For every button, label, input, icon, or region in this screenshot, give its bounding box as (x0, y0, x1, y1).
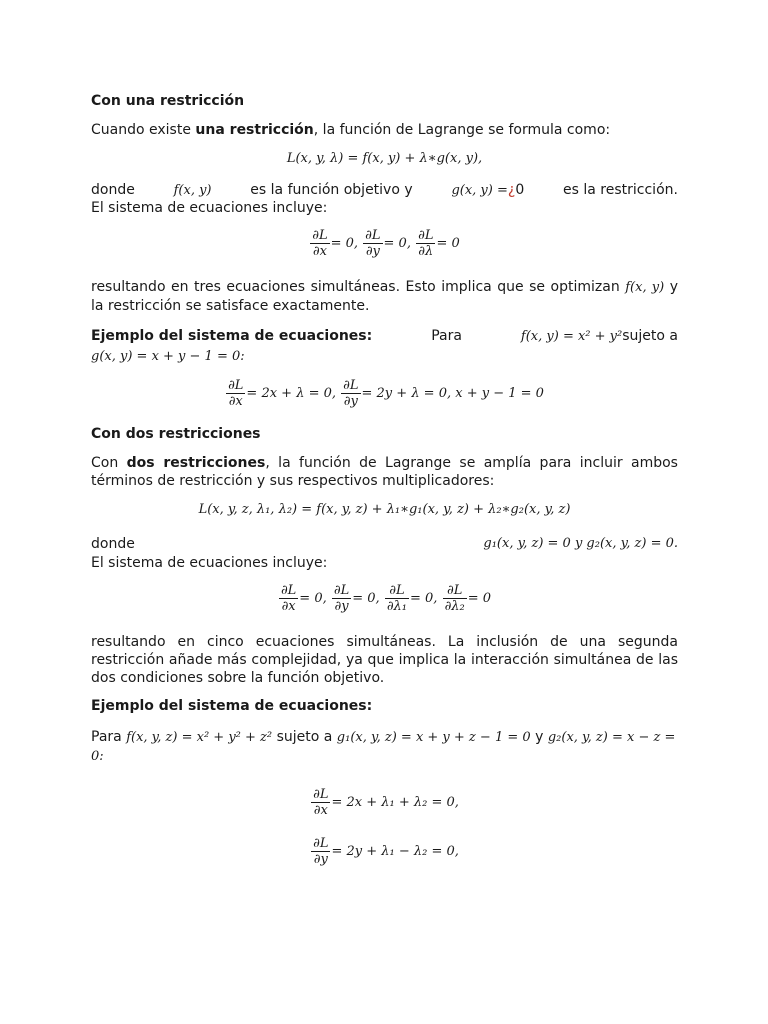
fraction-dL-dlambda: $\frac{\partial L}{\partial\lambda}$ (418, 228, 434, 259)
fraction-dL-dx: $\frac{\partial L}{\partial x}$ (312, 228, 328, 259)
system-intro-one: El sistema de ecuaciones incluye: (91, 200, 328, 216)
partial-equations-one: $\frac{\partial L}{\partial x}$ = 0, $\frac{\partial L}{\partial y}$ = 0, $\frac{\partial L}{\partial\lambda}$ = 0 (312, 228, 460, 259)
lagrangian-two: L(x, y, z, λ₁, λ₂) = f(x, y, z) + λ₁∗g₁(x, y, z) + λ₂∗g₂(x, y, z) (198, 502, 571, 517)
example-two-eq1: $\frac{\partial L}{\partial x}$ = 2x + λ₁ + λ₂ = 0, (313, 787, 459, 818)
example-two-eq2: $\frac{\partial L}{\partial y}$ = 2y + λ₁ − λ₂ = 0, (313, 836, 459, 867)
fraction-dL-dlambda2: $\frac{\partial L}{\text{∂λ₂}}$ (444, 583, 465, 614)
paragraph-intro-one: Cuando existe una restricción, la función de Lagrange se formula como: (91, 122, 611, 138)
example-one-equations: $\frac{\partial L}{\partial x}$ = 2x + λ = 0, $\frac{\partial L}{\partial y}$ = 2y + λ = 0, x + y − 1 = 0 (228, 378, 544, 409)
lagrangian-one: L(x, y, λ) = f(x, y) + λ∗g(x, y), (286, 151, 483, 166)
system-intro-two: El sistema de ecuaciones incluye: (91, 555, 328, 571)
paragraph-where-one: donde f(x, y) es la función objetivo y g(x, y) =¿0 es la restricción. (91, 182, 678, 198)
paragraph-intro-two: Con dos restricciones, la función de Lagrange se amplía para incluir ambos términos de restricción y sus respectivos multiplicadores: (91, 455, 678, 489)
fraction-dL-dy: $\frac{\partial L}{\partial y}$ (365, 228, 381, 259)
example-one: Ejemplo del sistema de ecuaciones: Para f(x, y) = x² + y²sujeto a (91, 328, 678, 344)
section-heading-one-constraint: Con una restricción (91, 93, 245, 109)
fraction-dL-dy: $\frac{\partial L}{\partial y}$ (313, 836, 329, 867)
example-two-heading: Ejemplo del sistema de ecuaciones: (91, 698, 373, 714)
example-one-constraint: g(x, y) = x + y − 1 = 0: (91, 349, 245, 364)
fraction-dL-dx: $\frac{\partial L}{\partial x}$ (280, 583, 297, 614)
example-two-statement: Para f(x, y, z) = x² + y² + z² sujeto a g₁(x, y, z) = x + y + z − 1 = 0 y g₂(x, y, z) = x − z = 0: (91, 729, 676, 764)
fraction-dL-dy: $\frac{\partial L}{\partial y}$ (343, 378, 359, 409)
section-heading-two-constraints: Con dos restricciones (91, 426, 261, 442)
paragraph-where-two: donde g₁(x, y, z) = 0 y g₂(x, y, z) = 0. (91, 536, 678, 552)
paragraph-result-one: resultando en tres ecuaciones simultáneas. Esto implica que se optimizan f(x, y) y la restricción se satisface exactamente. (91, 279, 679, 314)
paragraph-result-two: resultando en cinco ecuaciones simultáneas. La inclusión de una segunda restricción añade más complejidad, ya que implica la interacción simultánea de las dos condiciones sobre la función objetivo. (91, 634, 678, 686)
fraction-dL-dx: $\frac{\partial L}{\partial x}$ (228, 378, 244, 409)
partial-equations-two: $\frac{\partial L}{\partial x}$ = 0, $\frac{\partial L}{\partial y}$ = 0, $\frac{\partial L}{\text{∂λ₁}}$ = 0, $\frac{\partial L}{\text{∂λ₂}}$ = 0 (280, 583, 492, 614)
fraction-dL-dy: $\frac{\partial L}{\partial y}$ (333, 583, 350, 614)
fraction-dL-dlambda1: $\frac{\partial L}{\text{∂λ₁}}$ (386, 583, 407, 614)
fraction-dL-dx: $\frac{\partial L}{\partial x}$ (313, 787, 329, 818)
